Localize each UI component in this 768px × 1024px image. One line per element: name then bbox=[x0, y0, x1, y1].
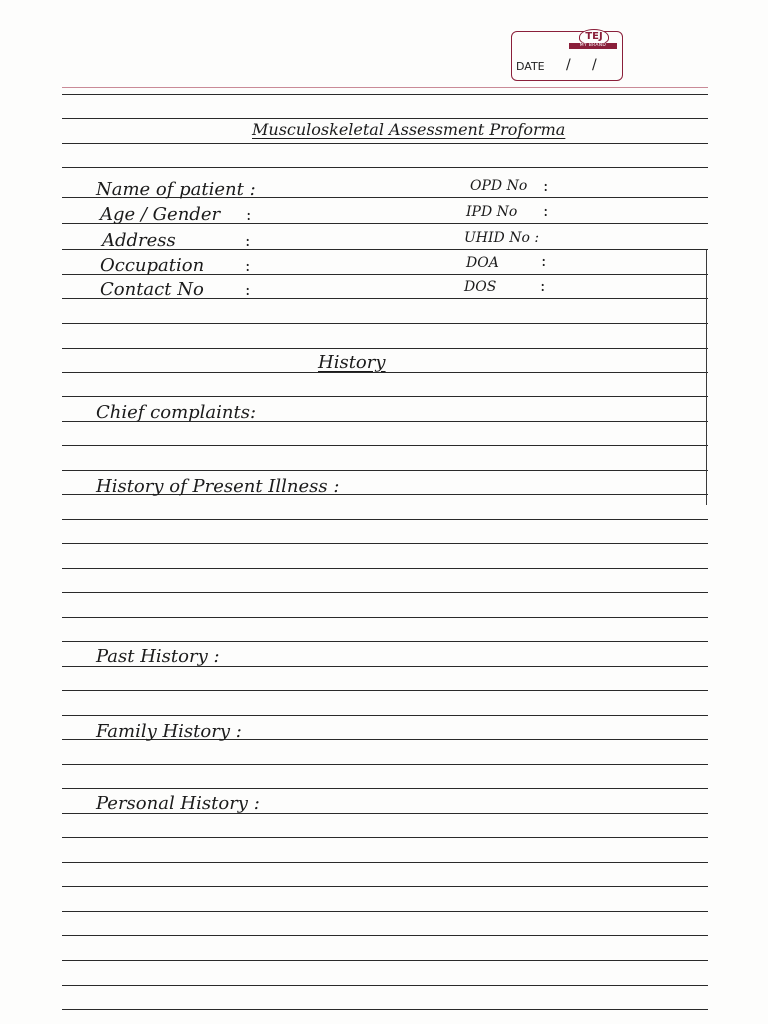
field-colon: : bbox=[540, 276, 546, 295]
date-slash-1: / bbox=[566, 57, 571, 73]
field-label-age-gender: Age / Gender bbox=[100, 204, 221, 225]
field-colon: : bbox=[543, 176, 549, 195]
ruled-line bbox=[62, 519, 708, 520]
field-colon: : bbox=[541, 251, 547, 270]
field-label-uhid: UHID No : bbox=[464, 230, 540, 246]
ruled-line bbox=[62, 617, 708, 618]
ruled-line bbox=[62, 167, 708, 168]
ruled-line bbox=[62, 445, 708, 446]
ruled-line bbox=[62, 985, 708, 986]
label-personal-history: Personal History : bbox=[96, 793, 260, 814]
ruled-line bbox=[62, 788, 708, 789]
ruled-line bbox=[62, 837, 708, 838]
ruled-line bbox=[62, 764, 708, 765]
label-chief-complaints: Chief complaints: bbox=[96, 402, 257, 423]
label-past-history: Past History : bbox=[96, 646, 220, 667]
field-label-opd: OPD No bbox=[470, 178, 528, 194]
date-label: DATE bbox=[516, 60, 545, 73]
ruled-line bbox=[62, 592, 708, 593]
ruled-line bbox=[62, 118, 708, 119]
ruled-line bbox=[62, 641, 708, 642]
field-label-name: Name of patient : bbox=[96, 179, 256, 200]
field-label-address: Address bbox=[102, 230, 176, 251]
section-heading-history: History bbox=[318, 352, 386, 373]
ruled-line bbox=[62, 911, 708, 912]
margin-line bbox=[62, 87, 708, 88]
date-slash-2: / bbox=[592, 57, 597, 73]
ruled-line bbox=[62, 396, 708, 397]
ruled-line bbox=[62, 715, 708, 716]
ruled-line bbox=[62, 143, 708, 144]
page-edge-line bbox=[706, 250, 707, 505]
ruled-line bbox=[62, 543, 708, 544]
field-colon: : bbox=[543, 201, 549, 220]
ruled-line bbox=[62, 323, 708, 324]
field-label-dos: DOS bbox=[464, 279, 497, 295]
brand-tagline: MY BRAND bbox=[569, 43, 617, 49]
ruled-line bbox=[62, 1009, 708, 1010]
field-label-occupation: Occupation bbox=[100, 255, 205, 276]
label-present-illness: History of Present Illness : bbox=[96, 476, 340, 497]
ruled-line bbox=[62, 348, 708, 349]
field-colon: : bbox=[245, 280, 251, 299]
field-label-contact: Contact No bbox=[100, 279, 204, 300]
ruled-line bbox=[62, 568, 708, 569]
field-label-doa: DOA bbox=[466, 255, 499, 271]
label-family-history: Family History : bbox=[96, 721, 242, 742]
ruled-line bbox=[62, 690, 708, 691]
field-colon: : bbox=[246, 205, 252, 224]
ruled-line bbox=[62, 470, 708, 471]
ruled-line bbox=[62, 862, 708, 863]
ruled-line bbox=[62, 935, 708, 936]
ruled-line bbox=[62, 960, 708, 961]
field-label-ipd: IPD No bbox=[466, 204, 518, 220]
date-stamp bbox=[511, 31, 623, 81]
brand-logo bbox=[569, 29, 617, 51]
ruled-line bbox=[62, 886, 708, 887]
ruled-line bbox=[62, 94, 708, 95]
field-colon: : bbox=[245, 231, 251, 250]
brand-logo-text: TEJ bbox=[579, 29, 609, 45]
page-title: Musculoskeletal Assessment Proforma bbox=[252, 120, 566, 139]
field-colon: : bbox=[245, 256, 251, 275]
